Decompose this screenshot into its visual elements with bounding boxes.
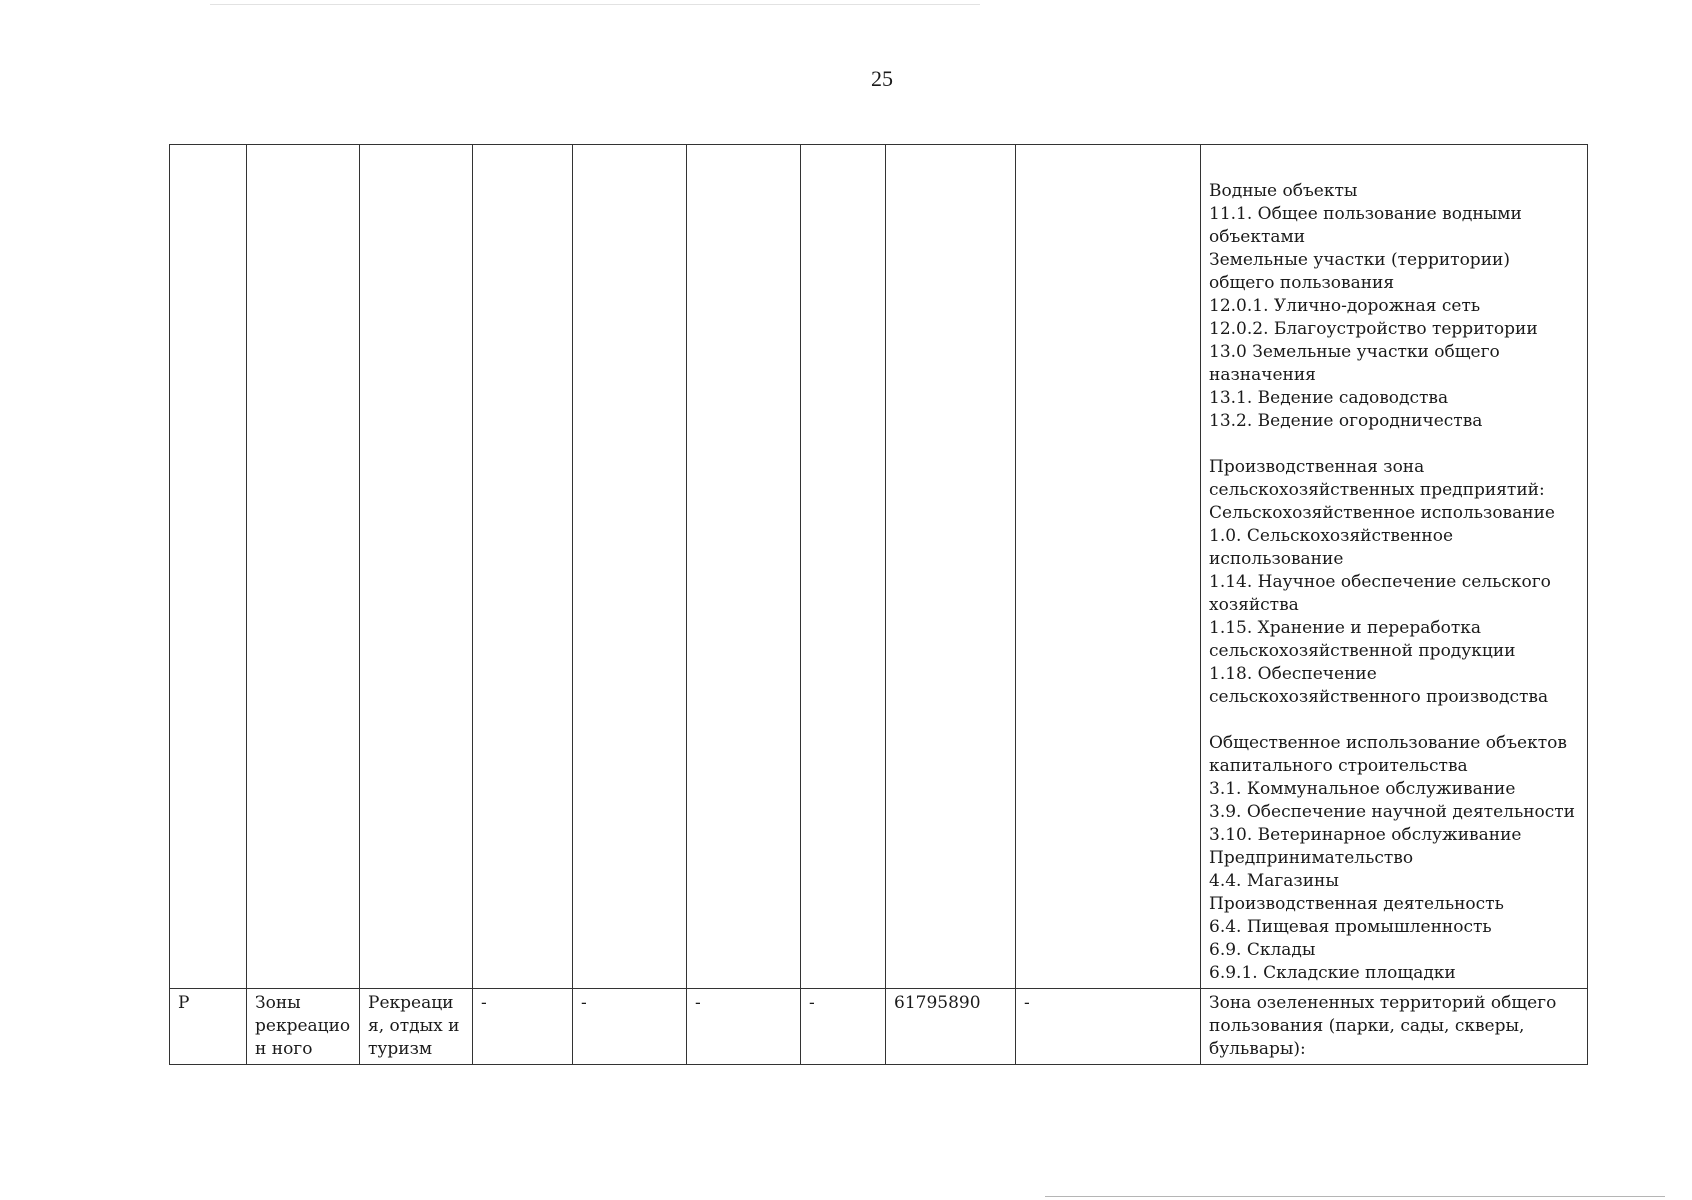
permitted-use-line: 1.18. Обеспечение сельскохозяйственного производства bbox=[1209, 664, 1549, 707]
table-cell bbox=[360, 145, 473, 989]
permitted-use-line: Земельные участки (территории) общего пользования bbox=[1209, 250, 1510, 293]
permitted-use-line: 13.1. Ведение садоводства bbox=[1209, 388, 1449, 408]
table-cell bbox=[801, 145, 886, 989]
zone-code-cell: Р bbox=[170, 989, 247, 1065]
permitted-use-line: 6.4. Пищевая промышленность bbox=[1209, 917, 1492, 937]
permitted-use-line: 12.0.1. Улично-дорожная сеть bbox=[1209, 296, 1481, 316]
table-cell: - bbox=[473, 989, 573, 1065]
permitted-use-line: 1.14. Научное обеспечение сельского хозяйства bbox=[1209, 572, 1551, 615]
blank-line bbox=[1209, 433, 1579, 456]
page-number: 25 bbox=[871, 66, 893, 91]
zone-name-cell: Зоны рекреацион ного bbox=[247, 989, 360, 1065]
permitted-use-line: 13.2. Ведение огородничества bbox=[1209, 411, 1483, 431]
permitted-use-line: Производственная зона сельскохозяйственных предприятий: bbox=[1209, 457, 1545, 500]
table-cell bbox=[170, 145, 247, 989]
table-cell bbox=[573, 145, 687, 989]
permitted-use-line: 1.0. Сельскохозяйственное использование bbox=[1209, 526, 1454, 569]
permitted-use-line: 6.9.1. Складские площадки bbox=[1209, 963, 1456, 983]
scan-artifact-bottom bbox=[1045, 1196, 1665, 1197]
table-cell: - bbox=[801, 989, 886, 1065]
table-cell bbox=[886, 145, 1016, 989]
zone-purpose-cell: Рекреация, отдых и туризм bbox=[360, 989, 473, 1065]
permitted-use-line: 1.15. Хранение и переработка сельскохозяйственной продукции bbox=[1209, 618, 1516, 661]
permitted-use-line: 3.9. Обеспечение научной деятельности bbox=[1209, 802, 1576, 822]
table-cell bbox=[1016, 145, 1201, 989]
permitted-use-line: Сельскохозяйственное использование bbox=[1209, 503, 1555, 523]
table-cell: - bbox=[687, 989, 801, 1065]
permitted-use-line: 11.1. Общее пользование водными объектами bbox=[1209, 204, 1522, 247]
permitted-uses-cell: Зона озелененных территорий общего пользования (парки, сады, скверы, бульвары): bbox=[1201, 989, 1588, 1065]
table-row-continuation bbox=[170, 145, 1588, 989]
table-row-recreation-zone bbox=[170, 989, 1588, 1065]
blank-line bbox=[1209, 709, 1579, 732]
table-cell bbox=[687, 145, 801, 989]
permitted-use-line: 6.9. Склады bbox=[1209, 940, 1316, 960]
zone-area-cell: 61795890 bbox=[886, 989, 1016, 1065]
permitted-use-line: 3.10. Ветеринарное обслуживание bbox=[1209, 825, 1522, 845]
zones-table bbox=[169, 144, 1588, 1065]
permitted-use-line: 13.0 Земельные участки общего назначения bbox=[1209, 342, 1500, 385]
table-cell: - bbox=[573, 989, 687, 1065]
table-cell bbox=[473, 145, 573, 989]
permitted-use-line: 12.0.2. Благоустройство территории bbox=[1209, 319, 1538, 339]
permitted-use-line: Общественное использование объектов капитального строительства bbox=[1209, 733, 1567, 776]
table-cell bbox=[247, 145, 360, 989]
permitted-use-line: Производственная деятельность bbox=[1209, 894, 1504, 914]
table-cell: - bbox=[1016, 989, 1201, 1065]
permitted-use-line: Водные объекты bbox=[1209, 181, 1358, 201]
scan-artifact-top bbox=[210, 4, 980, 5]
permitted-uses-cell bbox=[1201, 145, 1588, 989]
permitted-use-line: 3.1. Коммунальное обслуживание bbox=[1209, 779, 1516, 799]
permitted-use-line: Предпринимательство bbox=[1209, 848, 1414, 868]
permitted-use-line: 4.4. Магазины bbox=[1209, 871, 1339, 891]
